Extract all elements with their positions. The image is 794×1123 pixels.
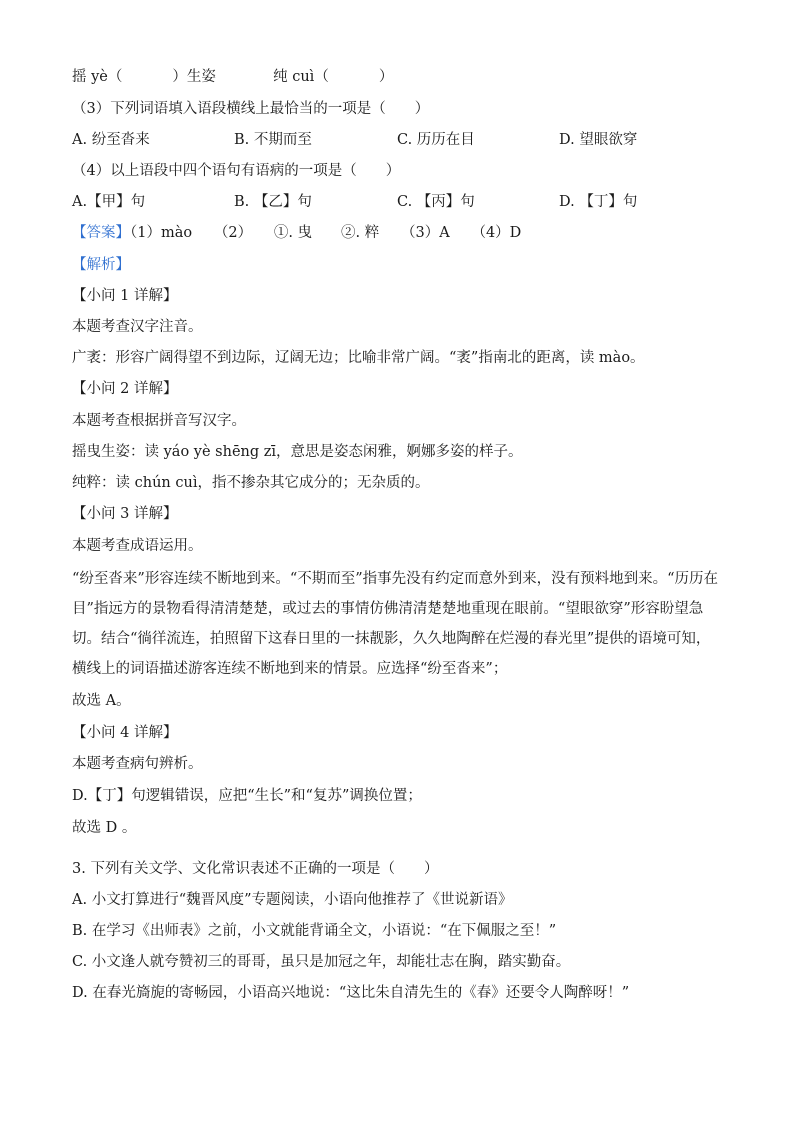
option-b: B. 不期而至 [234, 132, 312, 148]
sub-4-intro: 本题考查病句辨析。 [72, 756, 203, 772]
option-a: A. 纷至沓来 [72, 132, 150, 148]
question-4-stem: （4）以上语段中四个语句有语病的一项是（ ） [72, 163, 401, 179]
question-3-main-stem: 3. 下列有关文学、文化常识表述不正确的一项是（ ） [72, 861, 439, 877]
fill-item-1-suffix: ）生姿 [172, 69, 216, 85]
sub-3-paragraph: “纷至沓来”形容连续不断地到来。“不期而至”指事先没有约定而意外到来，没有预料地到来。“历历在目”指远方的景物看得清清楚楚，或过去的事情仿佛清清楚楚地重现在眼前。“望眼欲穿”形容盼望急切。结合“徜徉流连，拍照留下这春日里的一抹靓影，久久地陶醉在烂漫的春光里”提供的语境可知，横线上的词语描述游客连续不断地到来的情景。应选择“纷至沓来”； [72, 571, 719, 677]
sub-4-conclusion: 故选 D 。 [72, 820, 137, 836]
question-3-main-option-c: C. 小文逢人就夸赞初三的哥哥，虽只是加冠之年，却能壮志在胸，踏实勤奋。 [72, 954, 571, 970]
sub-4-heading: 【小问 4 详解】 [72, 725, 178, 741]
question-3-stem: （3）下列词语填入语段横线上最恰当的一项是（ ） [72, 101, 430, 117]
answer-label: 【答案】 [72, 225, 130, 241]
fill-item-2-suffix: ） [378, 69, 394, 85]
option-d: D. 【丁】句 [559, 194, 638, 210]
answer-text: （1）mào （2） ①. 曳 ②. 粹 （3）A （4）D [130, 225, 522, 241]
sub-2-heading: 【小问 2 详解】 [72, 381, 178, 397]
option-d: D. 望眼欲穿 [559, 132, 638, 148]
pinyin-fill-row [72, 66, 722, 88]
sub-1-intro: 本题考查汉字注音。 [72, 319, 203, 335]
sub-3-conclusion: 故选 A。 [72, 693, 131, 709]
question-3-main-option-a: A. 小文打算进行“魏晋风度”专题阅读，小语向他推荐了《世说新语》 [72, 892, 513, 908]
sub-1-heading: 【小问 1 详解】 [72, 288, 178, 304]
option-a: A.【甲】句 [72, 194, 146, 210]
sub-4-body: D.【丁】句逻辑错误，应把“生长”和“复苏”调换位置； [72, 788, 422, 804]
sub-2-line-2: 纯粹：读 chún cuì，指不掺杂其它成分的；无杂质的。 [72, 475, 430, 491]
question-3-main-option-b: B. 在学习《出师表》之前，小文就能背诵全文，小语说：“在下佩服之至！” [72, 923, 557, 939]
answer-row [72, 222, 722, 244]
option-c: C. 历历在目 [397, 132, 475, 148]
option-b: B. 【乙】句 [234, 194, 312, 210]
sub-2-line-1: 摇曳生姿：读 yáo yè shēng zī，意思是姿态闲雅，婀娜多姿的样子。 [72, 444, 523, 460]
question-3-main-option-d: D. 在春光旖旎的寄畅园，小语高兴地说：“这比朱自清先生的《春》还要令人陶醉呀！” [72, 985, 630, 1001]
sub-3-intro: 本题考查成语运用。 [72, 538, 203, 554]
sub-1-body: 广袤：形容广阔得望不到边际，辽阔无边；比喻非常广阔。“袤”指南北的距离，读 mào。 [72, 350, 645, 366]
fill-item-2-prefix: 纯 cuì（ [273, 69, 329, 85]
sub-3-heading: 【小问 3 详解】 [72, 506, 178, 522]
sub-2-intro: 本题考查根据拼音写汉字。 [72, 413, 246, 429]
fill-item-1-prefix: 摇 yè（ [72, 69, 123, 85]
option-c: C. 【丙】句 [397, 194, 475, 210]
analysis-label: 【解析】 [72, 257, 130, 273]
